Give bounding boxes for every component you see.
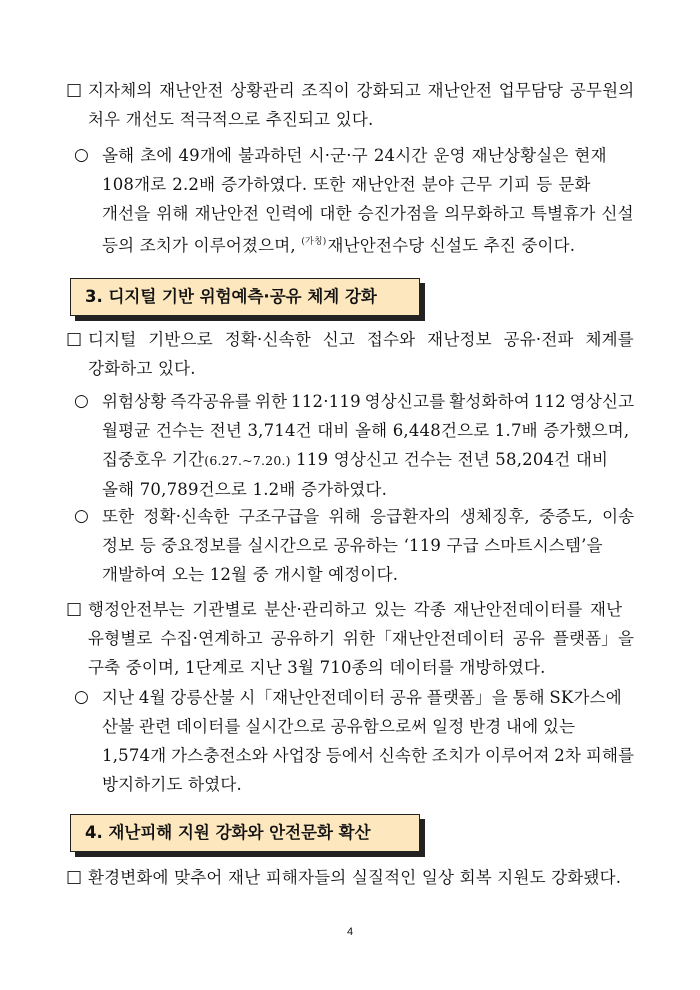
paragraph-line: 환경변화에 맞추어 재난 피해자들의 실질적인 일상 회복 지원도 강화됐다. [88,868,622,887]
paragraph-line: 처우 개선도 적극적으로 추진되고 있다. [88,110,374,129]
page-number: 4 [346,926,354,938]
paragraph-line: 정보 등 중요정보를 실시간으로 공유하는 ‘119 구급 스마트시스템’을 [102,536,603,555]
section-heading-3 [70,278,420,316]
paragraph-line: 구축 중이며, 1단계로 지난 3월 710종의 데이터를 개방하였다. [88,658,546,677]
paragraph-1 [88,76,634,134]
paragraph-line: 위험상황 즉각공유를 위한 112·119 영상신고를 활성화하여 112 영상신고 [102,392,635,411]
circle-bullet: ○ [74,687,89,707]
line-part: 재난안전수당 신설도 추진 중이다. [327,236,576,255]
paragraph-line [102,228,634,260]
paragraph-line: 지난 4월 강릉산불 시「재난안전데이터 공유 플랫폼」을 통해 SK가스에 [102,688,622,707]
paragraph-3 [88,595,634,682]
paragraph-2 [88,325,634,383]
paragraph-line: 디지털 기반으로 정확·신속한 신고 접수와 재난정보 공유·전파 체계를 [88,330,634,349]
section-heading-text: 4. 재난피해 지원 강화와 안전문화 확산 [85,823,371,842]
paragraph-line: 지자체의 재난안전 상황관리 조직이 강화되고 재난안전 업무담당 공무원의 [88,81,635,100]
paragraph-2b [102,502,634,589]
paragraph-line [102,445,634,475]
paragraph-line: 산불 관련 데이터를 실시간으로 공유함으로써 일정 반경 내에 있는 [102,717,576,736]
square-bullet: □ [66,867,83,887]
superscript-note: (가칭) [301,237,327,247]
paragraph-line: 강화하고 있다. [88,359,196,378]
paragraph-line: 개발하여 오는 12월 중 개시할 예정이다. [102,565,399,584]
circle-bullet: ○ [74,145,89,165]
paragraph-line: 올해 70,789건으로 1.2배 증가하였다. [102,480,388,499]
paragraph-line: 월평균 건수는 전년 3,714건 대비 올해 6,448건으로 1.7배 증가했으며, [102,421,630,440]
paragraph-line: 방지하기도 하였다. [102,775,243,794]
square-bullet: □ [66,80,83,100]
paragraph-3a [102,683,634,799]
paragraph-line: 1,574개 가스충전소와 사업장 등에서 신속한 조치가 이루어져 2차 피해를 [102,746,635,765]
line-part: 집중호우 기간 [102,450,205,469]
paragraph-1a [102,141,634,260]
paragraph-2a [102,387,634,504]
square-bullet: □ [66,599,83,619]
section-heading-4 [70,814,420,852]
paragraph-line: 개선을 위해 재난안전 인력에 대한 승진가점을 의무화하고 특별휴가 신설 [102,204,634,223]
paragraph-line: 행정안전부는 기관별로 분산·관리하고 있는 각종 재난안전데이터를 재난 [88,600,623,619]
square-bullet: □ [66,329,83,349]
circle-bullet: ○ [74,506,89,526]
date-range: (6.27.~7.20.) [204,453,291,468]
line-part: 등의 조치가 이루어졌으며, [102,236,302,255]
paragraph-line: 유형별로 수집·연계하고 공유하기 위한「재난안전데이터 공유 플랫폼」을 [88,629,635,648]
paragraph-line: 또한 정확·신속한 구조구급을 위해 응급환자의 생체징후, 중증도, 이송 [102,507,635,526]
paragraph-4 [88,863,621,892]
circle-bullet: ○ [74,391,89,411]
paragraph-line: 108개로 2.2배 증가하였다. 또한 재난안전 분야 근무 기피 등 문화 [102,175,591,194]
paragraph-line: 올해 초에 49개에 불과하던 시·군·구 24시간 운영 재난상황실은 현재 [102,146,607,165]
line-part: 119 영상신고 건수는 전년 58,204건 대비 [290,450,609,469]
section-heading-text: 3. 디지털 기반 위험예측·공유 체계 강화 [85,287,377,306]
